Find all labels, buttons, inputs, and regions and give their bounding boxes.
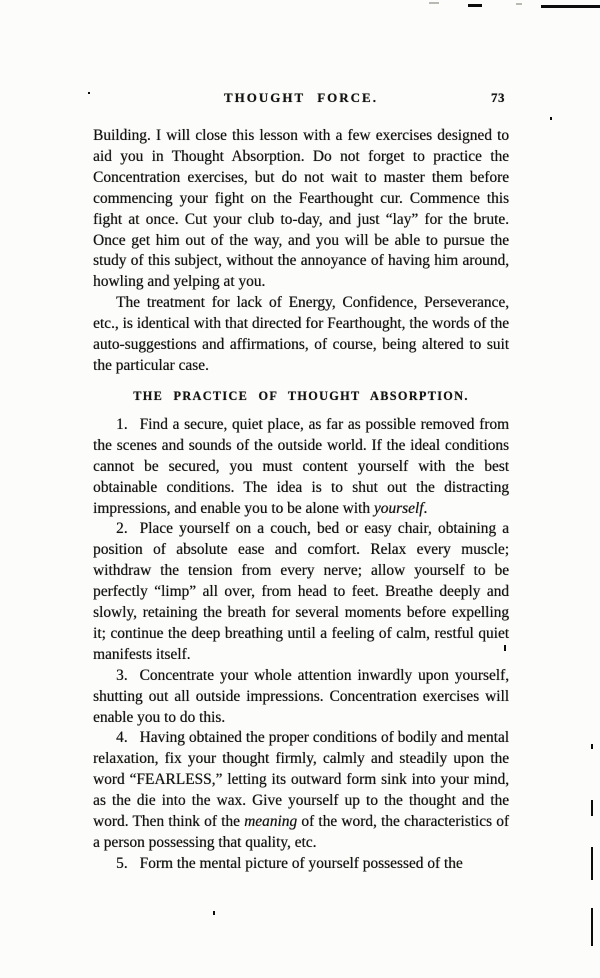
item-text: Concentrate your whole attention inwardly upon yourself, shutting out all outside impressions. Concentration exercises will enable you to do this. bbox=[93, 666, 509, 726]
scan-artifact-top-line bbox=[541, 5, 600, 8]
body-text bbox=[93, 126, 509, 875]
scan-artifact-edge-tick3 bbox=[591, 908, 593, 946]
scan-artifact-edge-tick1 bbox=[591, 800, 593, 816]
item-text: . bbox=[423, 499, 428, 517]
item-number: 3. bbox=[116, 666, 128, 684]
scan-artifact-top-smudge bbox=[429, 2, 439, 4]
item-text: of the word, the characteristics of a person possessing that quality, etc. bbox=[93, 813, 509, 851]
scan-artifact-speck-bottom bbox=[213, 911, 215, 915]
scan-artifact-dot-right bbox=[550, 117, 552, 120]
scan-artifact-edge-tick2 bbox=[591, 847, 593, 880]
body-paragraph: Building. I will close this lesson with a few exercises designed to aid you in Thought Absorption. Do not forget to practice the Concentration exercises, but do not wait to master them before commencing your fight on the Fearthought cur. Commence this fight at once. Cut your club to-day, and just “lay” for the brute. Once get him out of the way, and you will be able to pursue the study of this subject, without the annoyance of having him around, howling and yelping at you. bbox=[93, 127, 509, 291]
item-text-italic: meaning bbox=[244, 813, 298, 831]
scan-artifact-speck-header bbox=[88, 92, 90, 94]
item-number: 1. bbox=[116, 415, 128, 433]
scan-artifact-top-dash bbox=[468, 4, 482, 7]
body-paragraph: The treatment for lack of Energy, Confidence, Perseverance, etc., is identical with that directed for Fearthought, the words of the auto-suggestions and affirmations, of course, being altered to suit the particular case. bbox=[93, 294, 509, 374]
numbered-item bbox=[93, 666, 509, 729]
numbered-item bbox=[93, 728, 509, 853]
item-text-italic: yourself bbox=[373, 499, 424, 517]
running-header bbox=[93, 90, 509, 105]
item-number: 5. bbox=[116, 854, 128, 872]
scan-artifact-top-smudge2 bbox=[516, 3, 522, 5]
numbered-item bbox=[93, 854, 509, 875]
numbered-item bbox=[93, 519, 509, 665]
page-number: 73 bbox=[491, 90, 505, 105]
running-header-title: THOUGHT FORCE. bbox=[224, 90, 378, 105]
item-number: 2. bbox=[116, 520, 128, 538]
item-text: Having obtained the proper conditions of bodily and mental relaxation, fix your thought firmly, calmly and steadily upon the word “FEARLESS,” letting its outward form sink into your mind, as the die into the wax. Give yourself up to the thought and the word. Then think of the bbox=[93, 729, 509, 831]
item-text: Form the mental picture of yourself possessed of the bbox=[139, 854, 463, 872]
scan-artifact-edge-dot bbox=[591, 744, 593, 749]
section-heading: THE PRACTICE OF THOUGHT ABSORPTION. bbox=[133, 388, 469, 403]
numbered-item bbox=[93, 415, 509, 520]
text-block bbox=[93, 90, 509, 875]
item-text: Find a secure, quiet place, as far as possible removed from the scenes and sounds of the outside world. If the ideal conditions cannot be secured, you must content yourself with the best obtainable conditions. The idea is to shut out the distracting impressions, and enable you to be alone with bbox=[93, 415, 509, 517]
item-number: 4. bbox=[116, 729, 128, 747]
item-text: Place yourself on a couch, bed or easy chair, obtaining a position of absolute ease and comfort. Relax every muscle; withdraw the tension from every nerve; allow yourself to be perfectly “limp” all over, from head to feet. Breathe deeply and slowly, retaining the breath for several moments before expelling it; continue the deep breathing until a feeling of calm, restful quiet manifests itself. bbox=[93, 520, 509, 663]
